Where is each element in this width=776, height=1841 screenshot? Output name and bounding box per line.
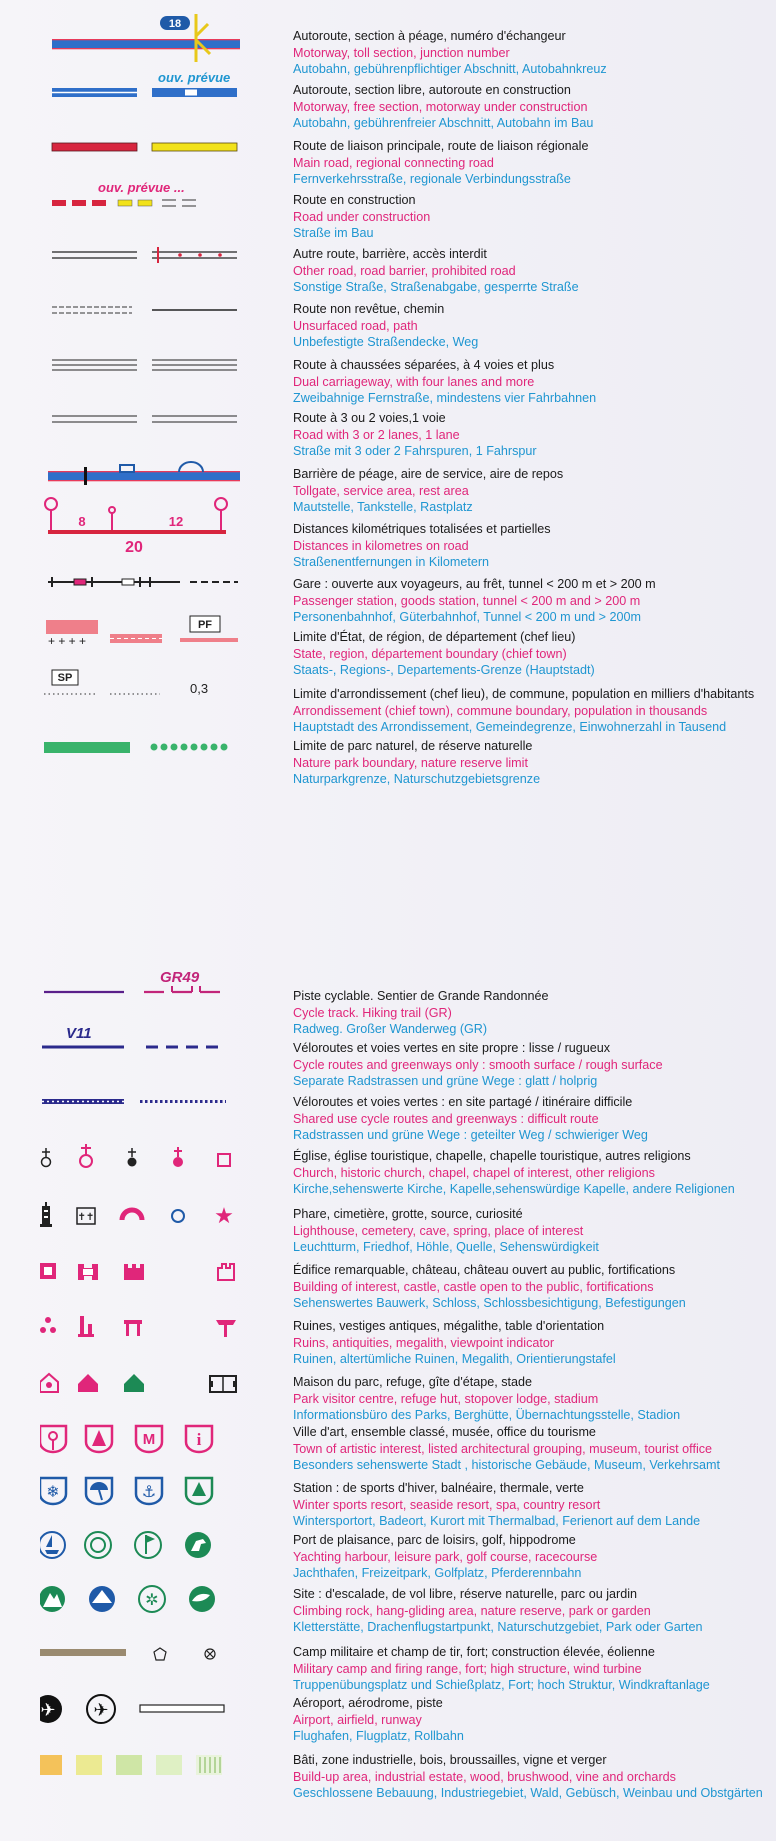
subprefecture-label: SP xyxy=(57,672,73,684)
cycle-track-symbol xyxy=(40,968,240,1020)
label-de: Autobahn, gebührenfreier Abschnitt, Autobahn im Bau xyxy=(293,116,594,130)
railway-symbol xyxy=(40,564,240,616)
label-en: Road under construction xyxy=(293,209,431,224)
label-fr: Route non revêtue, chemin xyxy=(293,302,445,316)
ruins-icon xyxy=(40,1317,56,1333)
label-en: Build-up area, industrial estate, wood, brushwood, vine and orchards xyxy=(293,1769,676,1784)
fort-icon xyxy=(154,1648,166,1660)
label-de: Kirche,sehenswerte Kirche, Kapelle,sehenswürdige Kapelle, andere Religionen xyxy=(293,1182,735,1196)
tourist-office-icon xyxy=(186,1426,212,1452)
label-fr: Route à chaussées séparées, à 4 voies et plus xyxy=(293,358,555,372)
industrial-swatch xyxy=(76,1755,102,1775)
label-en: Cycle track. Hiking trail (GR) xyxy=(293,1005,452,1020)
svg-text:✝✝: ✝✝ xyxy=(77,1212,95,1223)
label-fr: Ruines, vestiges antiques, mégalithe, table d'orientation xyxy=(293,1319,605,1333)
garden-icon xyxy=(189,1586,215,1612)
ruins-symbols xyxy=(40,1306,240,1358)
wind-turbine-icon xyxy=(205,1649,215,1659)
label-de: Straßenentfernungen in Kilometern xyxy=(293,555,490,569)
castle-open-icon xyxy=(124,1264,144,1280)
label-de: Unbefestigte Straßendecke, Weg xyxy=(293,335,479,349)
label-fr: Bâti, zone industrielle, bois, broussailles, vigne et verger xyxy=(293,1753,607,1767)
cemetery-icon xyxy=(77,1208,95,1224)
vine-swatch xyxy=(196,1755,222,1775)
cycle-route-label: V11 xyxy=(66,1026,92,1042)
label-de: Naturparkgrenze, Naturschutzgebietsgrenze xyxy=(293,772,541,786)
land-use-symbols xyxy=(40,1748,240,1800)
label-de: Fernverkehrsstraße, regionale Verbindungsstraße xyxy=(293,172,571,186)
airport-symbols xyxy=(40,1690,240,1742)
svg-text:+ + + +: + + + + xyxy=(48,634,87,648)
label-en: Nature park boundary, nature reserve limit xyxy=(293,755,528,770)
label-en: Passenger station, goods station, tunnel < 200 m and > 200 m xyxy=(293,593,641,608)
antiquities-icon xyxy=(78,1316,94,1337)
castle-icon xyxy=(78,1264,98,1280)
label-de: Straße im Bau xyxy=(293,226,374,240)
svg-text:✲: ✲ xyxy=(145,1590,159,1609)
built-area-swatch xyxy=(40,1755,62,1775)
junction-number-label: 18 xyxy=(168,18,182,30)
label-de: Leuchtturm, Friedhof, Höhle, Quelle, Sehenswürdigkeit xyxy=(293,1240,599,1254)
dual-carriageway-symbol xyxy=(40,344,240,396)
label-de: Jachthafen, Freizeitpark, Golfplatz, Pferderennbahn xyxy=(293,1566,582,1580)
nature-park-symbol xyxy=(40,730,240,782)
label-fr: Ville d'art, ensemble classé, musée, office du tourisme xyxy=(293,1425,596,1439)
hang-glider-icon xyxy=(89,1586,115,1612)
label-en: State, region, département boundary (chief town) xyxy=(293,646,567,661)
label-fr: Station : de sports d'hiver, balnéaire, thermale, verte xyxy=(293,1481,584,1495)
military-symbols xyxy=(40,1636,240,1688)
road-construction-symbol xyxy=(40,178,240,230)
sailboat-icon xyxy=(40,1532,65,1558)
refuge-icon xyxy=(78,1374,98,1392)
label-fr: Barrière de péage, aire de service, aire de repos xyxy=(293,467,564,481)
label-en: Lighthouse, cemetery, cave, spring, place of interest xyxy=(293,1223,584,1238)
label-fr: Autre route, barrière, accès interdit xyxy=(293,247,487,261)
military-camp-mark xyxy=(40,1649,126,1656)
wood-swatch xyxy=(116,1755,142,1775)
label-en: Church, historic church, chapel, chapel of interest, other religions xyxy=(293,1165,655,1180)
label-en: Town of artistic interest, listed architectural grouping, museum, tourist office xyxy=(293,1441,713,1456)
label-de: Staats-, Regions-, Departements-Grenze (Hauptstadt) xyxy=(293,663,595,677)
svg-text:i: i xyxy=(196,1430,202,1449)
label-en: Winter sports resort, seaside resort, spa, country resort xyxy=(293,1497,601,1512)
star-icon: ★ xyxy=(214,1204,234,1229)
resort-symbols xyxy=(40,1470,240,1522)
label-de: Separate Radstrassen und grüne Wege : glatt / holprig xyxy=(293,1074,598,1088)
museum-icon xyxy=(136,1426,162,1452)
label-en: Military camp and firing range, fort; high structure, wind turbine xyxy=(293,1661,642,1676)
landmark-symbols xyxy=(40,1194,240,1246)
boundary-symbol xyxy=(40,614,240,666)
snowflake-icon xyxy=(40,1478,66,1504)
label-fr: Autoroute, section à péage, numéro d'échangeur xyxy=(293,29,566,43)
label-de: Ruinen, altertümliche Ruinen, Megalith, Orientierungstafel xyxy=(293,1352,616,1366)
planned-opening-label: ouv. prévue xyxy=(158,70,231,85)
label-en: Cycle routes and greenways only : smooth surface / rough surface xyxy=(293,1057,663,1072)
label-de: Radweg. Großer Wanderweg (GR) xyxy=(293,1022,488,1036)
label-en: Motorway, toll section, junction number xyxy=(293,45,510,60)
distance-partial-1: 8 xyxy=(78,514,86,529)
parasol-icon xyxy=(86,1478,112,1504)
planned-opening-label-2: ouv. prévue ... xyxy=(98,180,185,195)
label-de: Informationsbüro des Parks, Berghütte, Übernachtungsstelle, Stadion xyxy=(293,1408,681,1422)
megalith-icon xyxy=(124,1320,142,1336)
label-fr: Port de plaisance, parc de loisirs, golf, hippodrome xyxy=(293,1533,576,1547)
label-fr: Distances kilométriques totalisées et partielles xyxy=(293,522,551,536)
church-icon xyxy=(42,1148,51,1167)
label-en: Arrondissement (chief town), commune boundary, population in thousands xyxy=(293,703,708,718)
brushwood-swatch xyxy=(156,1755,182,1775)
label-en: Other road, road barrier, prohibited road xyxy=(293,263,516,278)
listed-grouping-icon xyxy=(86,1426,112,1452)
label-de: Truppenübungsplatz und Schießplatz, Fort; hoch Struktur, Windkraftanlage xyxy=(293,1678,710,1692)
prefecture-label: PF xyxy=(197,619,213,631)
main-road-symbol xyxy=(40,124,240,176)
anchor-icon xyxy=(136,1478,162,1504)
label-fr: Aéroport, aérodrome, piste xyxy=(293,1696,443,1710)
label-de: Mautstelle, Tankstelle, Rastplatz xyxy=(293,500,473,514)
label-de: Autobahn, gebührenpflichtiger Abschnitt, Autobahnkreuz xyxy=(293,62,607,76)
leisure-symbols xyxy=(40,1526,240,1578)
leisure-park-icon xyxy=(85,1532,111,1558)
historic-church-icon xyxy=(80,1144,92,1167)
population-label: 0,3 xyxy=(190,681,209,696)
airfield-icon xyxy=(87,1695,115,1723)
label-fr: Limite d'arrondissement (chef lieu), de commune, population en milliers d'habitants xyxy=(293,687,755,701)
park-symbols xyxy=(40,1362,240,1414)
label-fr: Limite d'État, de région, de département (chef lieu) xyxy=(293,630,576,644)
label-fr: Véloroutes et voies vertes : en site partagé / itinéraire difficile xyxy=(293,1095,633,1109)
svg-text:❄: ❄ xyxy=(46,1482,60,1501)
label-fr: Édifice remarquable, château, château ouvert au public, fortifications xyxy=(293,1263,676,1277)
unsurfaced-road-symbol xyxy=(40,290,240,342)
label-en: Ruins, antiquities, megalith, viewpoint indicator xyxy=(293,1335,555,1350)
svg-text:✈: ✈ xyxy=(93,1700,109,1721)
label-de: Straße mit 3 oder 2 Fahrspuren, 1 Fahrspur xyxy=(293,444,537,458)
label-de: Zweibahnige Fernstraße, mindestens vier Fahrbahnen xyxy=(293,391,597,405)
label-de: Personenbahnhof, Güterbahnhof, Tunnel < 200 m und > 200m xyxy=(293,610,641,624)
label-en: Distances in kilometres on road xyxy=(293,538,469,553)
church-symbols xyxy=(40,1138,240,1190)
label-de: Geschlossene Bebauung, Industriegebiet, Wald, Gebüsch, Weinbau und Obstgärten xyxy=(293,1786,763,1800)
label-en: Park visitor centre, refuge hut, stopover lodge, stadium xyxy=(293,1391,599,1406)
label-en: Main road, regional connecting road xyxy=(293,155,494,170)
label-en: Building of interest, castle, castle open to the public, fortifications xyxy=(293,1279,654,1294)
park-house-icon xyxy=(40,1374,58,1392)
label-en: Road with 3 or 2 lanes, 1 lane xyxy=(293,427,460,442)
art-town-icon xyxy=(40,1426,66,1452)
site-symbols xyxy=(40,1580,240,1632)
label-de: Hauptstadt des Arrondissement, Gemeindegrenze, Einwohnerzahl in Tausend xyxy=(293,720,727,734)
distance-partial-2: 12 xyxy=(168,514,184,529)
building-symbols xyxy=(40,1250,240,1302)
label-fr: Phare, cimetière, grotte, source, curiosité xyxy=(293,1207,523,1221)
airport-icon xyxy=(40,1695,62,1723)
label-en: Climbing rock, hang-gliding area, nature reserve, park or garden xyxy=(293,1603,651,1618)
label-de: Besonders sehenswerte Stadt , historische Gebäude, Museum, Verkehrsamt xyxy=(293,1458,721,1472)
lodge-icon xyxy=(124,1374,144,1392)
distance-symbol xyxy=(40,494,240,556)
label-fr: Route en construction xyxy=(293,193,416,207)
label-fr: Limite de parc naturel, de réserve naturelle xyxy=(293,739,533,753)
label-de: Kletterstätte, Drachenflugstartpunkt, Naturschutzgebiet, Park oder Garten xyxy=(293,1620,703,1634)
motorway-toll-symbol xyxy=(40,6,240,66)
nature-reserve-icon xyxy=(139,1586,165,1612)
shared-cycle-route-symbol xyxy=(40,1082,240,1134)
label-de: Sonstige Straße, Straßenabgabe, gesperrte Straße xyxy=(293,280,579,294)
svg-text:⚓: ⚓ xyxy=(141,1482,157,1501)
building-icon xyxy=(40,1263,56,1279)
svg-text:✈: ✈ xyxy=(40,1700,56,1721)
horse-icon xyxy=(185,1532,211,1558)
greenway-symbol xyxy=(40,1026,240,1078)
lighthouse-icon xyxy=(40,1202,52,1227)
label-en: Unsurfaced road, path xyxy=(293,318,418,333)
label-fr: Maison du parc, refuge, gîte d'étape, stade xyxy=(293,1375,533,1389)
label-fr: Camp militaire et champ de tir, fort; construction élevée, éolienne xyxy=(293,1645,655,1659)
label-en: Dual carriageway, with four lanes and more xyxy=(293,374,535,389)
chapel-of-interest-icon xyxy=(173,1147,183,1167)
spring-icon xyxy=(172,1210,184,1222)
label-en: Yachting harbour, leisure park, golf course, racecourse xyxy=(293,1549,598,1564)
label-fr: Route à 3 ou 2 voies,1 voie xyxy=(293,411,446,425)
art-town-symbols xyxy=(40,1418,240,1470)
svg-text:M: M xyxy=(142,1431,156,1448)
other-road-symbol xyxy=(40,234,240,286)
viewpoint-icon xyxy=(216,1320,236,1337)
label-fr: Église, église touristique, chapelle, chapelle touristique, autres religions xyxy=(293,1149,691,1163)
gr-trail-label: GR49 xyxy=(160,969,200,986)
label-de: Radstrassen und grüne Wege : geteilter Weg / schwieriger Weg xyxy=(293,1128,648,1142)
stadium-icon xyxy=(210,1376,236,1392)
label-de: Wintersportort, Badeort, Kurort mit Thermalbad, Ferienort auf dem Lande xyxy=(293,1514,701,1528)
label-fr: Route de liaison principale, route de liaison régionale xyxy=(293,139,589,153)
motorway-free-symbol xyxy=(40,68,240,120)
label-de: Sehenswertes Bauwerk, Schloss, Schlossbesichtigung, Befestigungen xyxy=(293,1296,686,1310)
label-en: Airport, airfield, runway xyxy=(293,1712,422,1727)
tree-icon xyxy=(186,1478,212,1504)
label-fr: Piste cyclable. Sentier de Grande Randonnée xyxy=(293,989,549,1003)
label-fr: Véloroutes et voies vertes en site propre : lisse / rugueux xyxy=(293,1041,611,1055)
distance-total: 20 xyxy=(125,539,143,556)
cave-icon xyxy=(122,1210,142,1220)
label-en: Tollgate, service area, rest area xyxy=(293,483,469,498)
label-en: Shared use cycle routes and greenways : difficult route xyxy=(293,1111,599,1126)
golf-icon xyxy=(135,1532,161,1558)
label-fr: Site : d'escalade, de vol libre, réserve naturelle, parc ou jardin xyxy=(293,1587,638,1601)
other-religion-icon xyxy=(218,1154,230,1166)
label-de: Flughafen, Flugplatz, Rollbahn xyxy=(293,1729,464,1743)
label-en: Motorway, free section, motorway under construction xyxy=(293,99,588,114)
climbing-icon xyxy=(40,1586,65,1612)
label-fr: Autoroute, section libre, autoroute en construction xyxy=(293,83,571,97)
fortification-icon xyxy=(218,1264,234,1280)
lane-road-symbol xyxy=(40,400,240,452)
chapel-icon xyxy=(128,1148,137,1167)
label-fr: Gare : ouverte aux voyageurs, au frêt, tunnel < 200 m et > 200 m xyxy=(293,577,656,591)
arrondissement-symbol xyxy=(40,666,240,718)
runway-mark xyxy=(140,1705,224,1712)
